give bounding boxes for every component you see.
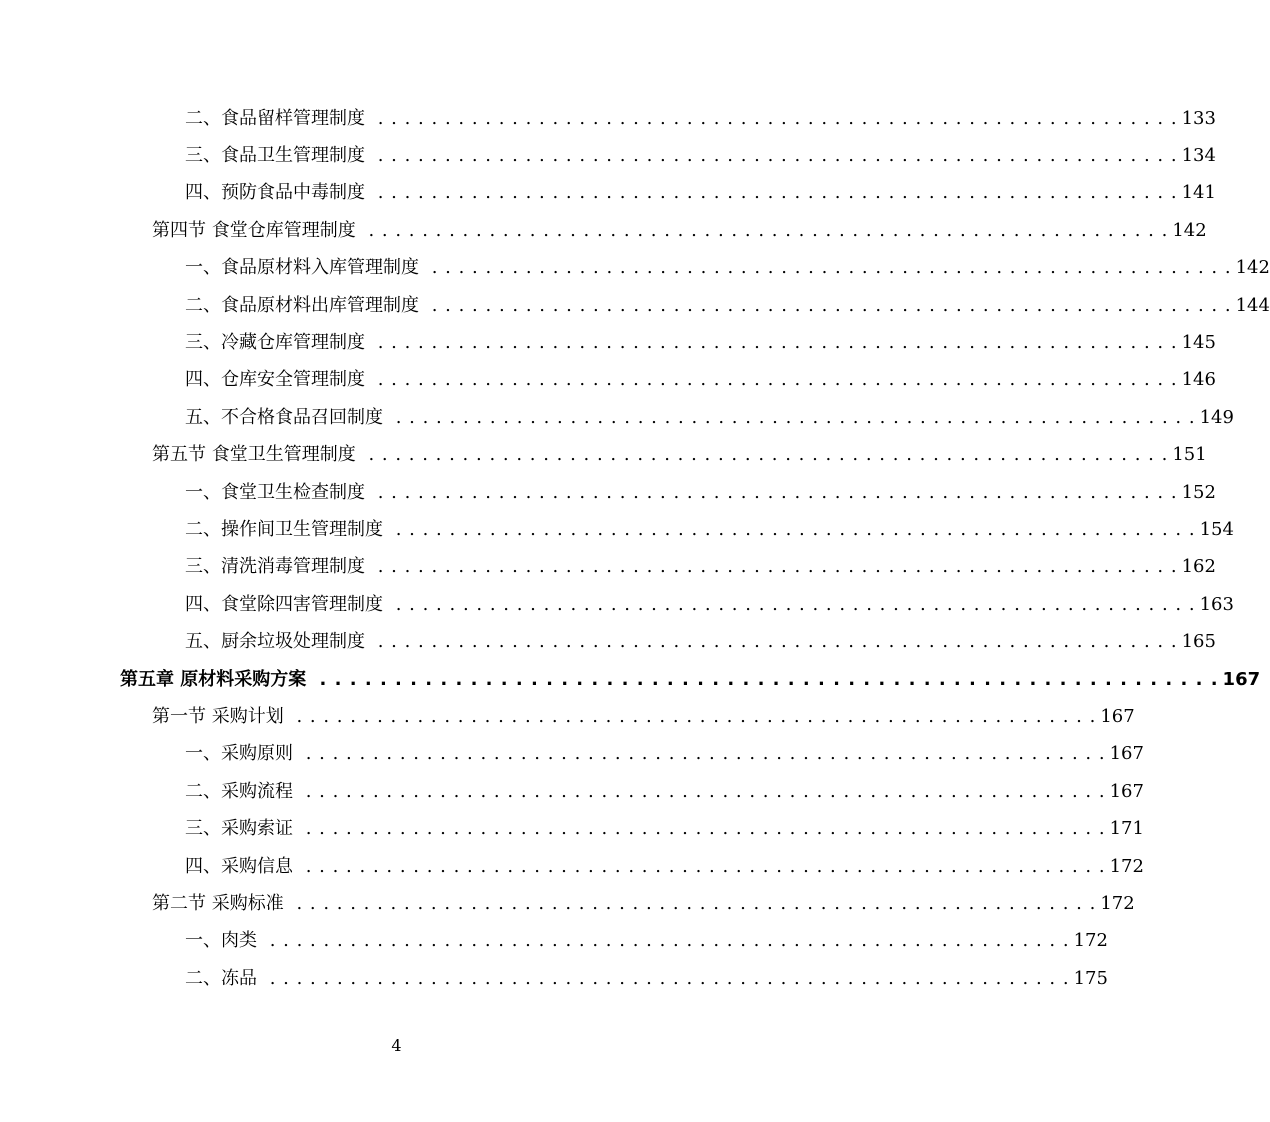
- toc-leader-dots: . . . . . . . . . . . . . . . . . . . . . . . . . . . . . . . . . . . . . . . . . . . . . . . . . . . . . . . . . . . .: [389, 593, 1196, 615]
- toc-entry[interactable]: [185, 399, 1234, 436]
- toc-entry[interactable]: [185, 474, 1216, 511]
- toc-entry-page: 154: [1199, 518, 1234, 540]
- toc-entry[interactable]: [185, 100, 1216, 137]
- toc-entry[interactable]: [185, 811, 1144, 848]
- toc-leader-dots: . . . . . . . . . . . . . . . . . . . . . . . . . . . . . . . . . . . . . . . . . . . . . . . . . . . . . . . . . . . .: [371, 182, 1178, 204]
- toc-entry-page: 171: [1109, 818, 1144, 840]
- page-number: 4: [391, 1036, 402, 1055]
- toc-leader-dots: . . . . . . . . . . . . . . . . . . . . . . . . . . . . . . . . . . . . . . . . . . . . . . . . . . . . . . . . . . . .: [389, 406, 1196, 428]
- toc-entry[interactable]: [185, 324, 1216, 361]
- toc-entry-title: 第五章 原材料采购方案: [120, 668, 307, 690]
- toc-entry-page: 134: [1181, 144, 1216, 166]
- toc-entry-page: 144: [1235, 294, 1270, 316]
- toc-entry-page: 146: [1181, 369, 1216, 391]
- toc-entry-page: 165: [1181, 631, 1216, 653]
- toc-leader-dots: . . . . . . . . . . . . . . . . . . . . . . . . . . . . . . . . . . . . . . . . . . . . . . . . . . . . . . . . . . . .: [371, 144, 1178, 166]
- toc-entry-page: 145: [1181, 331, 1216, 353]
- toc-leader-dots: . . . . . . . . . . . . . . . . . . . . . . . . . . . . . . . . . . . . . . . . . . . . . . . . . . . . . . . . . . . .: [299, 855, 1106, 877]
- toc-entry-title: 第五节 食堂卫生管理制度: [152, 444, 356, 466]
- toc-entry-title: 一、食堂卫生检查制度: [185, 481, 365, 503]
- toc-entry-page: 175: [1073, 967, 1108, 989]
- toc-leader-dots: . . . . . . . . . . . . . . . . . . . . . . . . . . . . . . . . . . . . . . . . . . . . . . . . . . . . . . . . . . . .: [389, 518, 1196, 540]
- toc-entry-page: 167: [1100, 705, 1135, 727]
- toc-entry[interactable]: [185, 848, 1144, 885]
- toc-entry-page: 149: [1199, 406, 1234, 428]
- toc-leader-dots: . . . . . . . . . . . . . . . . . . . . . . . . . . . . . . . . . . . . . . . . . . . . . . . . . . . . . . . . . . . .: [371, 107, 1178, 129]
- toc-entry[interactable]: [185, 175, 1216, 212]
- toc-entry-page: 142: [1172, 219, 1207, 241]
- toc-entry[interactable]: [185, 137, 1216, 174]
- toc-entry-page: 152: [1181, 481, 1216, 503]
- toc-entry-title: 第一节 采购计划: [152, 705, 284, 727]
- toc-entry[interactable]: [185, 287, 1270, 324]
- toc-entry-title: 一、食品原材料入库管理制度: [185, 257, 419, 279]
- toc-entry-title: 二、食品留样管理制度: [185, 107, 365, 129]
- toc-leader-dots: . . . . . . . . . . . . . . . . . . . . . . . . . . . . . . . . . . . . . . . . . . . . . . . . . . . . . . . . . . . .: [425, 294, 1232, 316]
- toc-leader-dots: . . . . . . . . . . . . . . . . . . . . . . . . . . . . . . . . . . . . . . . . . . . . . . . . . . . . . . . . . . . .: [371, 556, 1178, 578]
- toc-leader-dots: . . . . . . . . . . . . . . . . . . . . . . . . . . . . . . . . . . . . . . . . . . . . . . . . . . . . . . . . . . . .: [425, 257, 1232, 279]
- toc-entry-page: 142: [1235, 257, 1270, 279]
- toc-entry-title: 三、采购索证: [185, 818, 293, 840]
- toc-entry-title: 四、仓库安全管理制度: [185, 369, 365, 391]
- toc-entry-page: 172: [1073, 930, 1108, 952]
- toc-entry[interactable]: [185, 586, 1234, 623]
- toc-entry-page: 141: [1181, 182, 1216, 204]
- toc-entry[interactable]: [185, 624, 1216, 661]
- toc-entry-page: 163: [1199, 593, 1234, 615]
- toc-entry-title: 三、冷藏仓库管理制度: [185, 331, 365, 353]
- toc-entry-title: 四、预防食品中毒制度: [185, 182, 365, 204]
- toc-entry-title: 三、清洗消毒管理制度: [185, 556, 365, 578]
- toc-entry-page: 167: [1222, 668, 1261, 690]
- toc-leader-dots: . . . . . . . . . . . . . . . . . . . . . . . . . . . . . . . . . . . . . . . . . . . . . . . . . . . . . . . . . . . .: [361, 219, 1169, 241]
- toc-entry-title: 五、厨余垃圾处理制度: [185, 631, 365, 653]
- toc-entry-page: 172: [1109, 855, 1144, 877]
- toc-entry[interactable]: [185, 362, 1216, 399]
- toc-leader-dots: . . . . . . . . . . . . . . . . . . . . . . . . . . . . . . . . . . . . . . . . . . . . . . . . . . . . . . . . . . . .: [263, 967, 1070, 989]
- toc-entry-title: 一、采购原则: [185, 743, 293, 765]
- toc-entry[interactable]: [185, 736, 1144, 773]
- toc-entry[interactable]: [152, 885, 1135, 922]
- toc-leader-dots: . . . . . . . . . . . . . . . . . . . . . . . . . . . . . . . . . . . . . . . . . . . . . . . . . . . . . . . . . . . .: [371, 369, 1178, 391]
- toc-entry-title: 三、食品卫生管理制度: [185, 144, 365, 166]
- toc-leader-dots: . . . . . . . . . . . . . . . . . . . . . . . . . . . . . . . . . . . . . . . . . . . . . . . . . . . . . . . . . . . .: [371, 481, 1178, 503]
- toc-leader-dots: . . . . . . . . . . . . . . . . . . . . . . . . . . . . . . . . . . . . . . . . . . . . . . . . . . . . . . . . . . . .: [299, 780, 1106, 802]
- toc-entry[interactable]: [152, 212, 1207, 249]
- toc-entry-title: 第四节 食堂仓库管理制度: [152, 219, 356, 241]
- toc-entry-title: 四、采购信息: [185, 855, 293, 877]
- toc-entry[interactable]: [152, 698, 1135, 735]
- toc-leader-dots: . . . . . . . . . . . . . . . . . . . . . . . . . . . . . . . . . . . . . . . . . . . . . . . . . . . . . . . . . . . .: [263, 930, 1070, 952]
- toc-leader-dots: . . . . . . . . . . . . . . . . . . . . . . . . . . . . . . . . . . . . . . . . . . . . . . . . . . . . . . . . . . . .: [371, 631, 1178, 653]
- toc-entry-title: 二、操作间卫生管理制度: [185, 518, 383, 540]
- toc-entry[interactable]: [120, 661, 1261, 698]
- toc-entry-title: 五、不合格食品召回制度: [185, 406, 383, 428]
- toc-entry[interactable]: [185, 773, 1144, 810]
- toc-entry-title: 一、肉类: [185, 930, 257, 952]
- toc-entry-page: 172: [1100, 892, 1135, 914]
- toc-leader-dots: . . . . . . . . . . . . . . . . . . . . . . . . . . . . . . . . . . . . . . . . . . . . . . . . . . . . . . . . . . . .: [289, 705, 1097, 727]
- toc-entry-page: 167: [1109, 743, 1144, 765]
- toc-entry-title: 二、冻品: [185, 967, 257, 989]
- toc-leader-dots: . . . . . . . . . . . . . . . . . . . . . . . . . . . . . . . . . . . . . . . . . . . . . . . . . . . . . . . . . . . .: [361, 444, 1169, 466]
- toc-entry-title: 二、采购流程: [185, 780, 293, 802]
- toc-entry-page: 151: [1172, 444, 1207, 466]
- toc-leader-dots: . . . . . . . . . . . . . . . . . . . . . . . . . . . . . . . . . . . . . . . . . . . . . . . . . . . . . . . . . . . .: [289, 892, 1097, 914]
- toc-leader-dots: . . . . . . . . . . . . . . . . . . . . . . . . . . . . . . . . . . . . . . . . . . . . . . . . . . . . . . . . . . . .: [371, 331, 1178, 353]
- toc-leader-dots: . . . . . . . . . . . . . . . . . . . . . . . . . . . . . . . . . . . . . . . . . . . . . . . . . . . . . . . . . . . .: [299, 743, 1106, 765]
- toc-entry-title: 二、食品原材料出库管理制度: [185, 294, 419, 316]
- toc-entry-page: 162: [1181, 556, 1216, 578]
- toc-leader-dots: . . . . . . . . . . . . . . . . . . . . . . . . . . . . . . . . . . . . . . . . . . . . . . . . . . . . . . . . . . . .: [299, 818, 1106, 840]
- toc-entry[interactable]: [185, 549, 1216, 586]
- toc-entry-title: 四、食堂除四害管理制度: [185, 593, 383, 615]
- toc-entry-page: 133: [1181, 107, 1216, 129]
- toc-entry-title: 第二节 采购标准: [152, 892, 284, 914]
- toc-entry[interactable]: [185, 960, 1108, 997]
- toc-leader-dots: . . . . . . . . . . . . . . . . . . . . . . . . . . . . . . . . . . . . . . . . . . . . . . . . . . . . . . . . . . . .: [312, 668, 1219, 690]
- toc-entry-page: 167: [1109, 780, 1144, 802]
- toc-entry[interactable]: [152, 437, 1207, 474]
- toc-entry[interactable]: [185, 511, 1234, 548]
- toc-entry[interactable]: [185, 250, 1270, 287]
- toc-entry[interactable]: [185, 923, 1108, 960]
